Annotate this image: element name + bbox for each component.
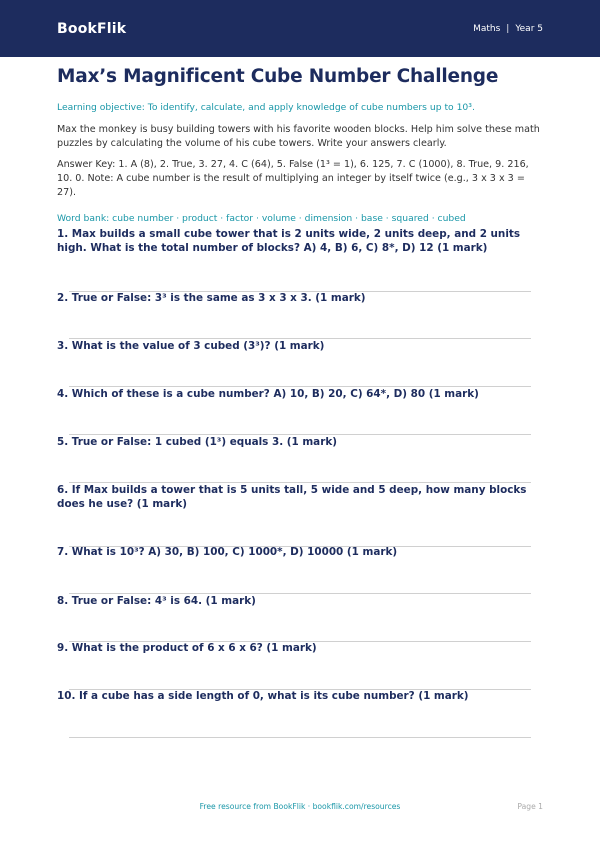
question-5: 5. True or False: 1 cubed (1³) equals 3. (1 mark) (57, 436, 337, 448)
brand-logo: BookFlik (57, 20, 127, 37)
subject-name: Maths (473, 23, 501, 34)
intro-text: Max the monkey is busy building towers with his favorite wooden blocks. Help him solve these math puzzles by calculating the volume of his cube towers. Write your answers clearly. (57, 124, 540, 149)
question-8: 8. True or False: 4³ is 64. (1 mark) (57, 595, 256, 607)
answer-key: Answer Key: 1. A (8), 2. True, 3. 27, 4. C (64), 5. False (1³ = 1), 6. 125, 7. C (1000), 8. True, 9. 216, 10. 0. Note: A cube number is the result of multiplying an integer by itself twice (e.g., 3 x 3 x 3 = 27). (57, 159, 529, 198)
question-6: 6. If Max builds a tower that is 5 units tall, 5 wide and 5 deep, how many blocks does he use? (1 mark) (57, 484, 527, 510)
question-1: 1. Max builds a small cube tower that is 2 units wide, 2 units deep, and 2 units high. What is the total number of blocks? A) 4, B) 6, C) 8*, D) 12 (1 mark) (57, 228, 521, 254)
subject-separator: | (506, 23, 510, 34)
year-label: Year 5 (515, 23, 543, 34)
question-7: 7. What is 10³? A) 30, B) 100, C) 1000*, D) 10000 (1 mark) (57, 546, 398, 558)
word-bank: Word bank: cube number · product · factor · volume · dimension · base · squared · cubed (57, 213, 466, 224)
question-list (57, 0, 543, 848)
question-2: 2. True or False: 3³ is the same as 3 x 3 x 3. (1 mark) (57, 292, 366, 304)
question-4: 4. Which of these is a cube number? A) 10, B) 20, C) 64*, D) 80 (1 mark) (57, 388, 479, 400)
footer-resource-link: Free resource from BookFlik · bookflik.com/resources (199, 802, 401, 811)
question-3: 3. What is the value of 3 cubed (3³)? (1 mark) (57, 340, 325, 352)
question-10: 10. If a cube has a side length of 0, what is its cube number? (1 mark) (57, 690, 469, 702)
question-9: 9. What is the product of 6 x 6 x 6? (1 mark) (57, 642, 317, 654)
page-title: Max’s Magnificent Cube Number Challenge (57, 66, 499, 87)
page-number: Page 1 (517, 802, 543, 811)
learning-objective: Learning objective: To identify, calculate, and apply knowledge of cube numbers up to 10³. (57, 102, 475, 113)
answer-line-10 (69, 737, 531, 738)
